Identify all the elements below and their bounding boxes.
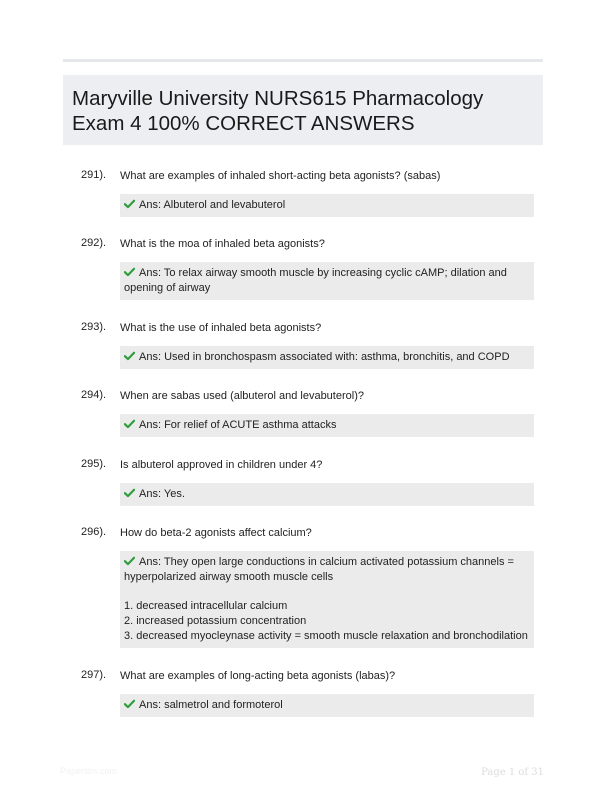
question-text: Is albuterol approved in children under 4? bbox=[120, 459, 323, 471]
check-icon bbox=[124, 556, 135, 566]
question-text: How do beta-2 agonists affect calcium? bbox=[120, 527, 312, 539]
answer-list-item: 3. decreased myocleynase activity = smooth muscle relaxation and bronchodilation bbox=[124, 630, 528, 642]
answer-box bbox=[120, 694, 534, 717]
answer-text: Ans: Yes. bbox=[139, 488, 185, 500]
answer-box bbox=[120, 262, 534, 300]
question-number: 296). bbox=[81, 526, 107, 538]
answer-list-item: 1. decreased intracellular calcium bbox=[124, 600, 288, 612]
answer-box bbox=[120, 414, 534, 437]
top-divider bbox=[63, 59, 543, 62]
question-text: What is the moa of inhaled beta agonists? bbox=[120, 238, 325, 250]
answer-box bbox=[120, 483, 534, 506]
answer-box bbox=[120, 346, 534, 369]
check-icon bbox=[124, 699, 135, 709]
question-number: 294). bbox=[81, 389, 107, 401]
question-text: What are examples of long-acting beta agonists (labas)? bbox=[120, 670, 396, 682]
check-icon bbox=[124, 267, 135, 277]
answer-text: Ans: Albuterol and levabuterol bbox=[139, 199, 286, 211]
question-number: 297). bbox=[81, 669, 107, 681]
answer-text: Ans: For relief of ACUTE asthma attacks bbox=[139, 419, 337, 431]
page-number: Page 1 of 31 bbox=[481, 767, 544, 778]
page-title: Maryville University NURS615 Pharmacology Exam 4 100% CORRECT ANSWERS bbox=[72, 87, 484, 135]
check-icon bbox=[124, 351, 135, 361]
answer-text: Ans: To relax airway smooth muscle by increasing cyclic cAMP; dilation and opening of airway bbox=[124, 267, 507, 294]
check-icon bbox=[124, 419, 135, 429]
answer-text: Ans: salmetrol and formoterol bbox=[139, 699, 283, 711]
answer-box bbox=[120, 194, 534, 217]
question-text: When are sabas used (albuterol and levabuterol)? bbox=[120, 390, 364, 402]
question-number: 293). bbox=[81, 321, 107, 333]
question-text: What is the use of inhaled beta agonists? bbox=[120, 322, 322, 334]
answer-text: Ans: They open large conductions in calcium activated potassium channels = hyperpolarized airway smooth muscle cells bbox=[124, 556, 514, 583]
question-number: 291). bbox=[81, 169, 107, 181]
question-number: 295). bbox=[81, 458, 107, 470]
check-icon bbox=[124, 199, 135, 209]
question-text: What are examples of inhaled short-acting beta agonists? (sabas) bbox=[120, 170, 441, 182]
footer-site-watermark: Paperlibs.com bbox=[60, 766, 118, 776]
title-banner bbox=[63, 75, 543, 145]
answer-box bbox=[120, 551, 534, 648]
answer-list-item: 2. increased potassium concentration bbox=[124, 615, 307, 627]
answer-text: Ans: Used in bronchospasm associated with: asthma, bronchitis, and COPD bbox=[139, 351, 510, 363]
check-icon bbox=[124, 488, 135, 498]
question-number: 292). bbox=[81, 237, 107, 249]
